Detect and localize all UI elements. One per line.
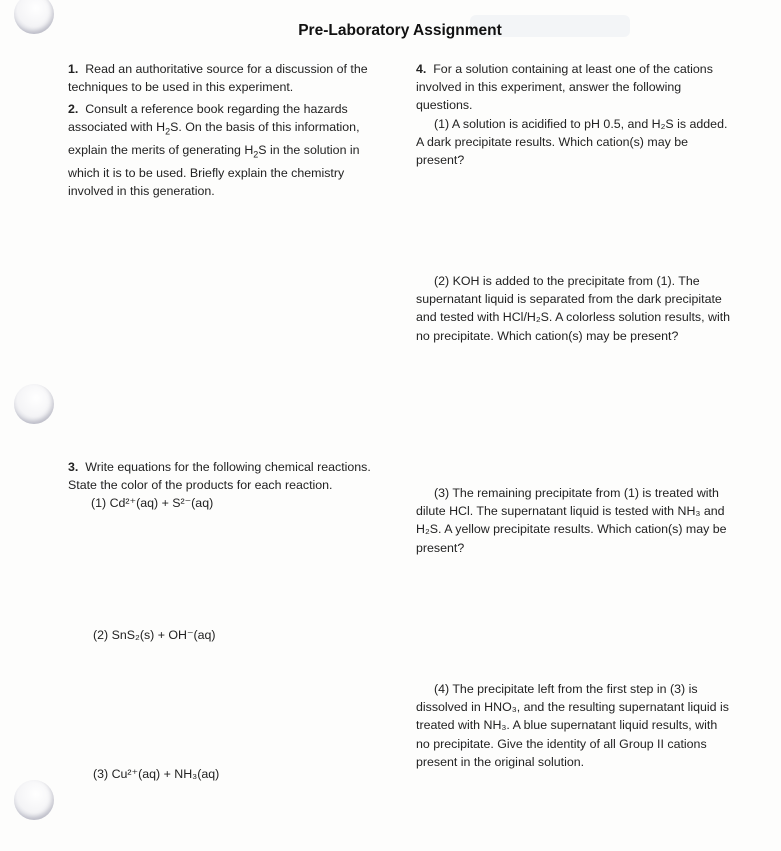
binder-hole-middle — [14, 384, 54, 424]
question-4-part-4 — [416, 680, 732, 771]
question-text: Read an authoritative source for a discussion of the techniques to be used in this experiment. — [68, 62, 368, 95]
equation-3 — [93, 765, 383, 783]
question-number: 3. — [68, 460, 79, 474]
question-number: 1. — [68, 62, 79, 76]
question-3 — [68, 458, 386, 513]
question-number: 4. — [416, 62, 427, 76]
question-4-part-1: (1) A solution is acidified to pH 0.5, and H₂S is added. A dark precipitate results. Which cation(s) may be present? — [416, 116, 728, 168]
equation-1: (1) Cd²⁺(aq) + S²⁻(aq) — [91, 496, 214, 511]
question-4-part-3-text: (3) The remaining precipitate from (1) is treated with dilute HCl. The supernatant liquid is tested with NH₃ and H₂S. A yellow precipitate results. Which cation(s) may be present? — [416, 486, 727, 555]
question-4 — [416, 60, 732, 169]
question-text: Write equations for the following chemical reactions. State the color of the products for each reaction. — [68, 460, 371, 493]
question-2: 2. Consult a reference book regarding the hazards associated with $H_2S$. On the basis of this information, explain the merits of generating $H_2S$ in the solution in which it is to be used. Briefly explain the chemistry involved in this generation. — [68, 102, 360, 198]
binder-hole-bottom — [14, 780, 54, 820]
equation-3-text: (3) Cu²⁺(aq) + NH₃(aq) — [93, 767, 220, 781]
page-title: Pre-Laboratory Assignment — [298, 22, 502, 39]
question-4-part-3 — [416, 484, 732, 557]
question-number: 2. — [68, 102, 79, 116]
question-4-part-4-text: (4) The precipitate left from the first step in (3) is dissolved in HNO₃, and the resulting supernatant liquid is treated with NH₃. A blue supernatant liquid results, with no precipitate. Give the identity of all Group II cations present in the original solution. — [416, 682, 729, 769]
question-intro: For a solution containing at least one of the cations involved in this experiment, answer the following questions. — [416, 62, 713, 113]
question-4-part-2-text: (2) KOH is added to the precipitate from (1). The supernatant liquid is separated from the dark precipitate and tested with HCl/H₂S. A colorless solution results, with no precipitate. Which cation(s) may be present? — [416, 274, 731, 343]
equation-2-text: (2) SnS₂(s) + OH⁻(aq) — [93, 628, 216, 642]
question-1 — [68, 60, 386, 96]
question-text-c: S in the solution in which it is to be used. Briefly explain the chemistry involved in this generation. — [68, 142, 360, 198]
equation-2 — [93, 626, 383, 644]
question-text-b: S. On the basis of this information, explain the merits of generating H — [68, 120, 360, 157]
question-4-part-2 — [416, 272, 732, 345]
question-text-a: Consult a reference book regarding the hazards associated with H — [68, 102, 348, 135]
